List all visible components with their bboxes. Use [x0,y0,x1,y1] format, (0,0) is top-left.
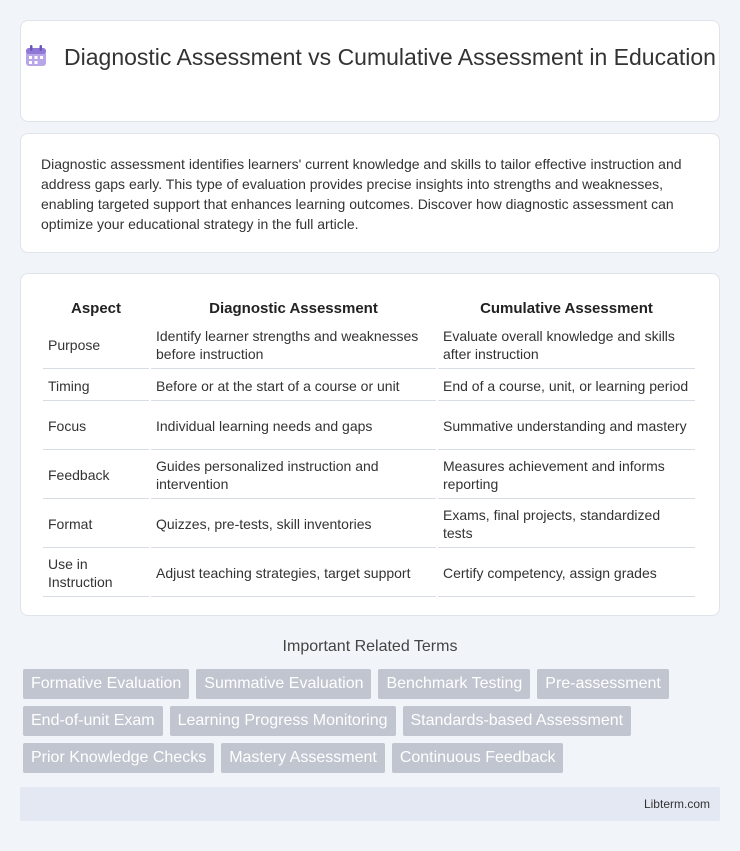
row-diagnostic: Identify learner strengths and weaknesses before instruction [151,322,436,369]
table-row [43,403,695,450]
term-tag[interactable]: End-of-unit Exam [23,706,163,736]
terms-row [23,706,703,736]
term-tag[interactable]: Benchmark Testing [378,669,530,699]
comparison-table [41,294,697,599]
row-cumulative: Summative understanding and mastery [438,403,695,450]
row-aspect: Format [43,501,149,548]
calendar-icon [24,44,48,68]
row-cumulative: Certify competency, assign grades [438,550,695,597]
row-cumulative: Evaluate overall knowledge and skills after instruction [438,322,695,369]
footer-site-link[interactable]: Libterm.com [643,797,710,811]
footer [20,787,720,821]
row-diagnostic: Quizzes, pre-tests, skill inventories [151,501,436,548]
related-terms-title: Important Related Terms [282,638,458,655]
row-aspect: Feedback [43,452,149,499]
page-title: Diagnostic Assessment vs Cumulative Assessment in Education [64,44,716,70]
term-tag[interactable]: Pre-assessment [537,669,669,699]
header-diagnostic: Diagnostic Assessment [209,299,378,317]
page-title-wrap [21,43,719,72]
terms-row [23,743,703,773]
table-row [43,322,695,369]
comparison-card [20,273,720,616]
term-tag[interactable]: Formative Evaluation [23,669,189,699]
row-cumulative: Measures achievement and informs reporting [438,452,695,499]
row-aspect: Focus [43,403,149,450]
row-diagnostic: Guides personalized instruction and intervention [151,452,436,499]
row-aspect: Timing [43,371,149,401]
term-tag[interactable]: Prior Knowledge Checks [23,743,214,773]
intro-card [20,133,720,253]
row-cumulative: Exams, final projects, standardized tests [438,501,695,548]
header-cumulative: Cumulative Assessment [480,299,653,317]
term-tag[interactable]: Standards-based Assessment [403,706,632,736]
header-aspect: Aspect [70,299,122,317]
related-terms [23,669,703,780]
terms-row [23,669,703,699]
term-tag[interactable]: Mastery Assessment [221,743,385,773]
row-cumulative: End of a course, unit, or learning period [438,371,695,401]
title-card [20,20,720,122]
row-aspect: Purpose [43,322,149,369]
term-tag[interactable]: Learning Progress Monitoring [170,706,396,736]
row-diagnostic: Individual learning needs and gaps [151,403,436,450]
row-diagnostic: Before or at the start of a course or unit [151,371,436,401]
table-row [43,452,695,499]
table-header-row [43,296,695,320]
intro-paragraph: Diagnostic assessment identifies learners' current knowledge and skills to tailor effective instruction and address gaps early. This type of evaluation provides precise insights into strengths and weaknesses, enabling targeted support that enhances learning outcomes. Discover how diagnostic assessment can optimize your educational strategy in the full article. [41,156,682,232]
row-diagnostic: Adjust teaching strategies, target support [151,550,436,597]
row-aspect: Use in Instruction [43,550,149,597]
table-row [43,501,695,548]
table-row [43,550,695,597]
table-row [43,371,695,401]
term-tag[interactable]: Continuous Feedback [392,743,564,773]
term-tag[interactable]: Summative Evaluation [196,669,371,699]
